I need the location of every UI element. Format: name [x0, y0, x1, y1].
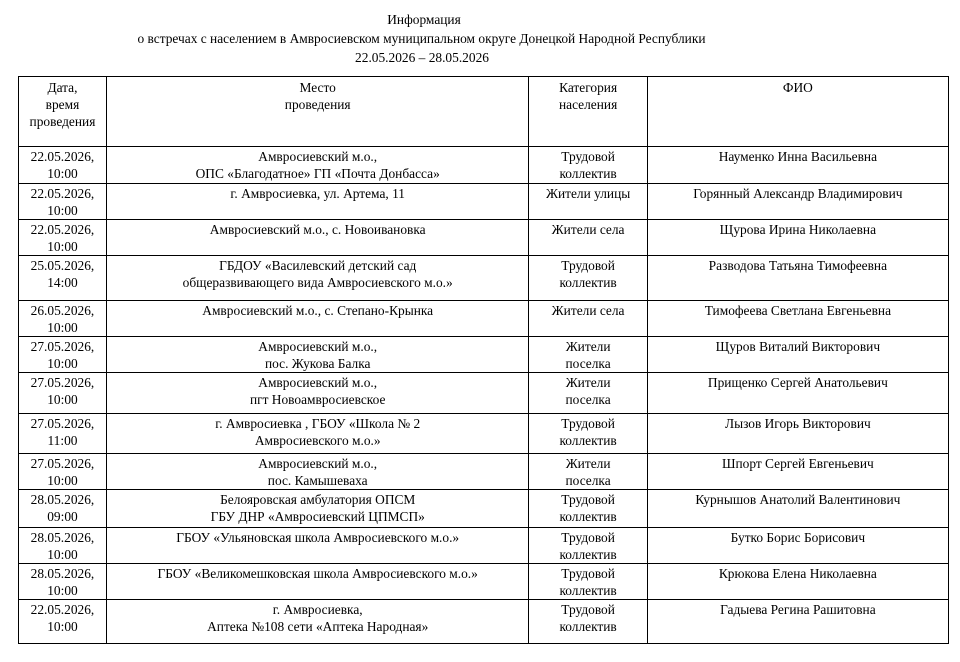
cell-date: 22.05.2026, 10:00 [19, 184, 107, 220]
cell-place: Амвросиевский м.о., пос. Жукова Балка [106, 337, 529, 373]
meetings-table [18, 76, 949, 644]
cell-category: Трудовой коллектив [529, 490, 647, 528]
cell-place: г. Амвросиевка, ул. Артема, 11 [106, 184, 529, 220]
cell-name: Курнышов Анатолий Валентинович [647, 490, 948, 528]
cell-date: 26.05.2026, 10:00 [19, 301, 107, 337]
table-header-row [19, 77, 949, 147]
cell-date: 22.05.2026, 10:00 [19, 600, 107, 644]
cell-date: 25.05.2026, 14:00 [19, 256, 107, 301]
cell-name: Бутко Борис Борисович [647, 528, 948, 564]
cell-date: 22.05.2026, 10:00 [19, 220, 107, 256]
cell-category: Трудовой коллектив [529, 600, 647, 644]
cell-category: Трудовой коллектив [529, 414, 647, 454]
cell-category: Трудовой коллектив [529, 256, 647, 301]
cell-name: Крюкова Елена Николаевна [647, 564, 948, 600]
cell-place: Амвросиевский м.о., с. Степано-Крынка [106, 301, 529, 337]
cell-place: ГБОУ «Ульяновская школа Амвросиевского м.о.» [106, 528, 529, 564]
cell-place: Амвросиевский м.о., с. Новоивановка [106, 220, 529, 256]
cell-place: Амвросиевский м.о., пгт Новоамвросиевское [106, 373, 529, 414]
cell-name: Прищенко Сергей Анатольевич [647, 373, 948, 414]
table-row [19, 600, 949, 644]
cell-date: 27.05.2026, 10:00 [19, 454, 107, 490]
cell-date: 27.05.2026, 10:00 [19, 337, 107, 373]
cell-place: ГБОУ «Великомешковская школа Амвросиевского м.о.» [106, 564, 529, 600]
cell-category: Жители поселка [529, 337, 647, 373]
cell-name: Горянный Александр Владимирович [647, 184, 948, 220]
table-row [19, 373, 949, 414]
cell-place: г. Амвросиевка, Аптека №108 сети «Аптека Народная» [106, 600, 529, 644]
cell-category: Жители улицы [529, 184, 647, 220]
column-header-name: ФИО [647, 77, 948, 147]
cell-date: 27.05.2026, 10:00 [19, 373, 107, 414]
cell-date: 27.05.2026, 11:00 [19, 414, 107, 454]
column-header-place: Место проведения [106, 77, 529, 147]
cell-name: Щуров Виталий Викторович [647, 337, 948, 373]
table-row [19, 454, 949, 490]
cell-name: Науменко Инна Васильевна [647, 147, 948, 184]
table-row [19, 337, 949, 373]
cell-date: 22.05.2026, 10:00 [19, 147, 107, 184]
cell-category: Жители поселка [529, 454, 647, 490]
cell-date: 28.05.2026, 10:00 [19, 564, 107, 600]
table-row [19, 220, 949, 256]
cell-name: Гадыева Регина Рашитовна [647, 600, 948, 644]
cell-name: Шпорт Сергей Евгеньевич [647, 454, 948, 490]
document-title: Информация [387, 12, 461, 27]
table-row [19, 528, 949, 564]
cell-category: Трудовой коллектив [529, 528, 647, 564]
document-period: 22.05.2026 – 28.05.2026 [355, 50, 489, 65]
table-row [19, 301, 949, 337]
cell-date: 28.05.2026, 09:00 [19, 490, 107, 528]
table-row [19, 490, 949, 528]
cell-category: Жители села [529, 301, 647, 337]
cell-category: Трудовой коллектив [529, 147, 647, 184]
table-row [19, 414, 949, 454]
cell-place: г. Амвросиевка , ГБОУ «Школа № 2 Амвросиевского м.о.» [106, 414, 529, 454]
document-subtitle: о встречах с населением в Амвросиевском муниципальном округе Донецкой Народной Республики [137, 31, 706, 46]
cell-place: ГБДОУ «Василевский детский сад общеразвивающего вида Амвросиевского м.о.» [106, 256, 529, 301]
cell-name: Лызов Игорь Викторович [647, 414, 948, 454]
column-header-category: Категория населения [529, 77, 647, 147]
cell-category: Трудовой коллектив [529, 564, 647, 600]
cell-place: Белояровская амбулатория ОПСМ ГБУ ДНР «Амвросиевский ЦПМСП» [106, 490, 529, 528]
table-row [19, 147, 949, 184]
document-header [0, 10, 960, 67]
cell-place: Амвросиевский м.о., пос. Камышеваха [106, 454, 529, 490]
table-row [19, 564, 949, 600]
cell-place: Амвросиевский м.о., ОПС «Благодатное» ГП «Почта Донбасса» [106, 147, 529, 184]
table-row [19, 256, 949, 301]
cell-date: 28.05.2026, 10:00 [19, 528, 107, 564]
cell-category: Жители села [529, 220, 647, 256]
cell-name: Разводова Татьяна Тимофеевна [647, 256, 948, 301]
cell-name: Тимофеева Светлана Евгеньевна [647, 301, 948, 337]
table-row [19, 184, 949, 220]
cell-name: Щурова Ирина Николаевна [647, 220, 948, 256]
cell-category: Жители поселка [529, 373, 647, 414]
column-header-date: Дата, время проведения [19, 77, 107, 147]
